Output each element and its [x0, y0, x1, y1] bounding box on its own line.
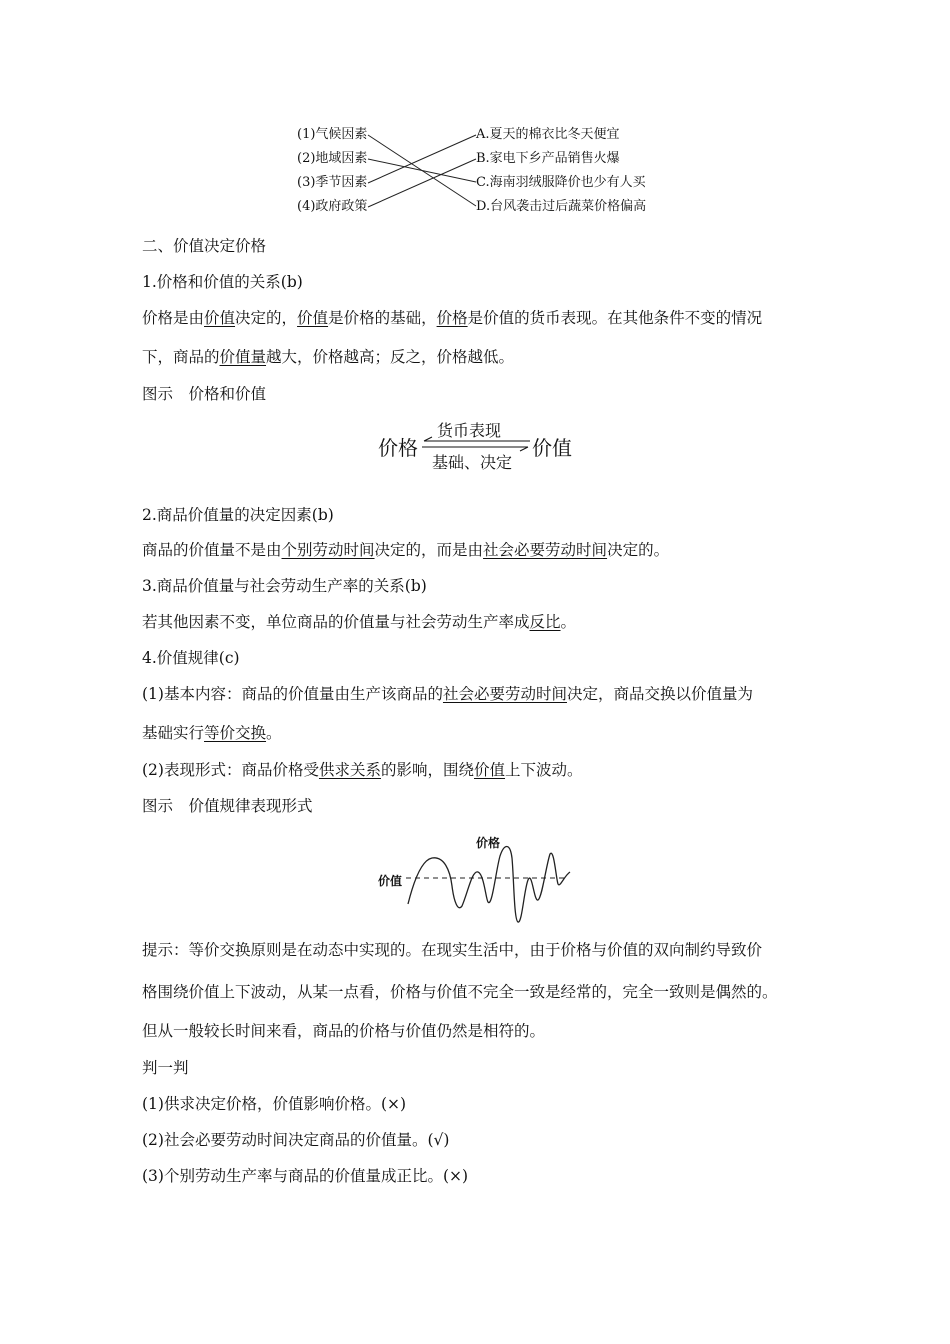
- match-lines: [0, 0, 950, 240]
- fig2-curve: [400, 830, 580, 930]
- text: 决定，商品交换以价值量为: [566, 685, 753, 703]
- blank-answer: 价值量: [219, 348, 267, 366]
- text: 决定的。: [607, 541, 670, 559]
- fig1-top-label: 货币表现: [437, 421, 502, 440]
- heading-2: 2.商品价值量的决定因素(b): [142, 506, 334, 524]
- price-curve: [408, 847, 570, 923]
- figure-2-caption: 图示 价值规律表现形式: [142, 797, 313, 815]
- text: 是价格的基础，: [328, 309, 437, 327]
- judge-item-2: (2)社会必要劳动时间决定商品的价值量。(√): [142, 1131, 450, 1149]
- blank-answer: 价值: [297, 309, 329, 327]
- text: 商品的价值量不是由: [142, 541, 282, 559]
- blank-answer: 价值: [204, 309, 236, 327]
- heading-4: 4.价值规律(c): [142, 649, 240, 667]
- match-right-c: C.海南羽绒服降价也少有人买: [476, 175, 646, 190]
- text: 决定的，: [235, 309, 298, 327]
- match-line-3-a: [368, 135, 476, 183]
- fig2-value-label: 价值: [378, 874, 403, 888]
- match-left-1: (1)气候因素: [297, 127, 368, 142]
- heading-3: 3.商品价值量与社会劳动生产率的关系(b): [142, 577, 427, 595]
- tip-line-3: 但从一般较长时间来看，商品的价格与价值仍然是相符的。: [142, 1022, 546, 1040]
- paragraph-3: [142, 612, 576, 632]
- fig1-arrows: [420, 436, 532, 452]
- judge-title: 判一判: [142, 1059, 189, 1077]
- match-right-b: B.家电下乡产品销售火爆: [476, 151, 620, 166]
- text: (2)表现形式：商品价格受: [142, 761, 319, 779]
- match-right-d: D.台风袭击过后蔬菜价格偏高: [476, 199, 647, 214]
- text: 基础实行: [142, 724, 205, 742]
- blank-answer: 反比: [529, 613, 561, 631]
- match-left-3: (3)季节因素: [297, 175, 368, 190]
- fig1-bottom-label: 基础、决定: [432, 453, 513, 472]
- judge-item-3: (3)个别劳动生产率与商品的价值量成正比。(×): [142, 1167, 469, 1185]
- match-line-4-b: [368, 159, 476, 207]
- figure-1-caption: 图示 价格和价值: [142, 385, 267, 403]
- blank-answer: 社会必要劳动时间: [442, 685, 567, 703]
- text: 价格是由: [142, 309, 205, 327]
- paragraph-1: [142, 308, 762, 328]
- text: 决定的，而是由: [374, 541, 484, 559]
- paragraph-5: [142, 760, 583, 780]
- text: 越大，价格越高；反之，价格越低。: [266, 348, 515, 366]
- section-title: 二、价值决定价格: [142, 237, 267, 255]
- match-right-a: A.夏天的棉衣比冬天便宜: [476, 127, 620, 142]
- paragraph-2: [142, 540, 669, 560]
- tip-line-1: 提示：等价交换原则是在动态中实现的。在现实生活中，由于价格与价值的双向制约导致价: [142, 941, 763, 959]
- text: 上下波动。: [505, 761, 583, 779]
- text: (1)基本内容：商品的价值量由生产该商品的: [142, 685, 443, 703]
- heading-1: 1.价格和价值的关系(b): [142, 273, 303, 291]
- tip-line-2: 格围绕价值上下波动，从某一点看，价格与价值不完全一致是经常的，完全一致则是偶然的。: [142, 983, 778, 1001]
- judge-item-1: (1)供求决定价格，价值影响价格。(×): [142, 1095, 407, 1113]
- text: 。: [560, 613, 577, 631]
- blank-answer: 等价交换: [204, 724, 267, 742]
- fig1-value-label: 价值: [532, 436, 572, 460]
- blank-answer: 社会必要劳动时间: [483, 541, 608, 559]
- blank-answer: 价值: [474, 761, 506, 779]
- text: 下，商品的: [142, 348, 220, 366]
- fig1-price-label: 价格: [378, 436, 418, 460]
- paragraph-1-line-2: [142, 347, 514, 367]
- paragraph-4: [142, 684, 753, 704]
- match-left-2: (2)地域因素: [297, 151, 368, 166]
- match-line-2-c: [368, 159, 476, 182]
- text: 的影响，围绕: [380, 761, 474, 779]
- blank-answer: 供求关系: [318, 761, 381, 779]
- text: 。: [266, 724, 282, 742]
- text: 是价值的货币表现。在其他条件不变的情况: [467, 309, 763, 327]
- fig2-price-label: 价格: [476, 836, 501, 850]
- text: 若其他因素不变，单位商品的价值量与社会劳动生产率成: [142, 613, 530, 631]
- match-left-4: (4)政府政策: [297, 199, 368, 214]
- paragraph-4-line-2: [142, 723, 282, 743]
- blank-answer: 个别劳动时间: [281, 541, 375, 559]
- blank-answer: 价格: [436, 309, 468, 327]
